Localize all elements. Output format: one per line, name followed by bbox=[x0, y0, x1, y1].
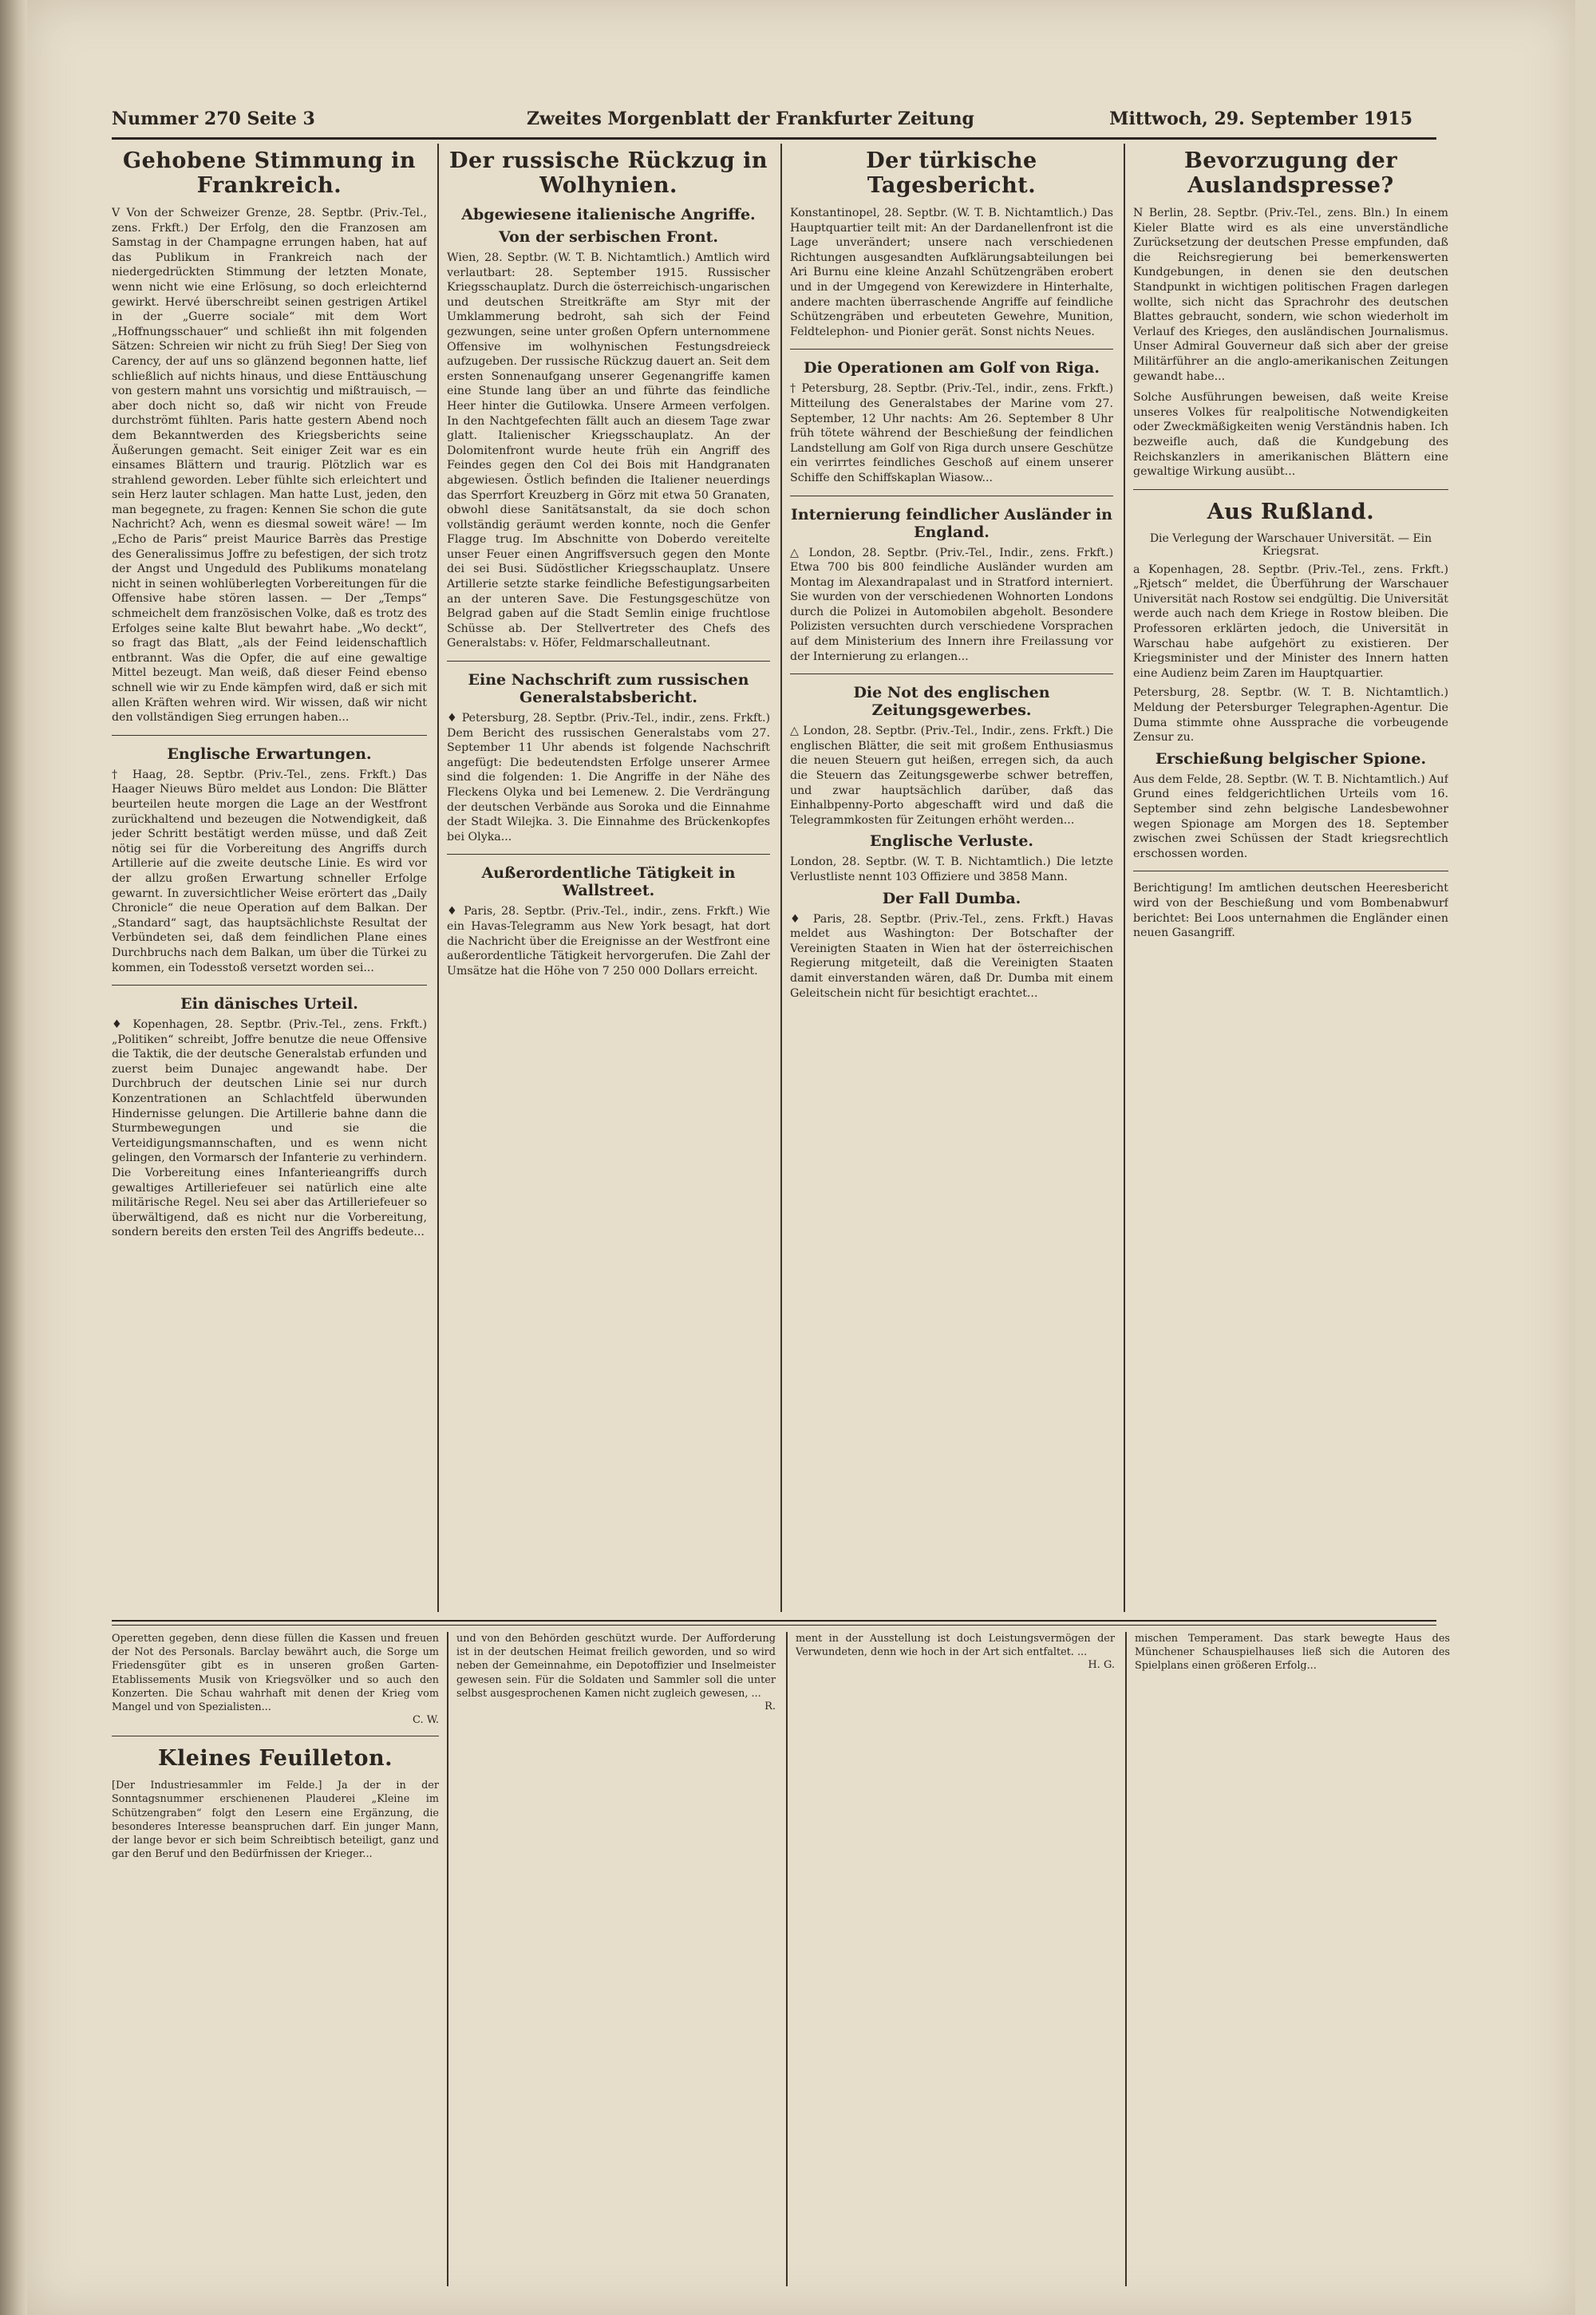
column-rule bbox=[1124, 144, 1125, 1612]
issue-number: Nummer 270 Seite 3 bbox=[112, 109, 315, 129]
column-rule bbox=[447, 1632, 448, 2286]
subhead-serbian: Von der serbischen Front. bbox=[498, 228, 719, 246]
feuilleton-text-4: mischen Temperament. Das stark bewegte Haus des Münchener Schauspielhauses ließ sich die Autoren des Spielplans einen größeren Erfolg... bbox=[1135, 1633, 1450, 1673]
article-danish: ♦ Kopenhagen, 28. Septbr. (Priv.-Tel., zens. Frkft.) „Politiken“ schreibt, Joffre benutze die neue Offensive die Taktik, die der deutsche Generalstab erfunden und zuerst beim Dunajec angewandt habe. Der Durchbruch der deutschen Linie sei nur durch Konzentrationen an Schlachtfeld überwunden Hindernisse gelungen. Die Artillerie bahne dann die Sturmbewegungen und sie die Verteidigungsmannschaften, und es wenn nicht gelingen, den Vormarsch der Infanterie zu verhindern. Die Vorbereitung eines Infanterieangriffs durch gewaltiges Artilleriefeuer sei natürlich eine alte militärische Regel. Neu sei aber das Artilleriefeuer so überwältigend, daß es nicht nur die Vorbereitung, sondern bereits den ersten Teil des Angriffs bedeute... bbox=[112, 1018, 427, 1239]
headline-turkey: Der türkische Tagesbericht. bbox=[866, 148, 1037, 198]
column-rule bbox=[1125, 1632, 1127, 2286]
divider bbox=[1133, 489, 1448, 490]
article-spione: Aus dem Felde, 28. Septbr. (W. T. B. Nichtamtlich.) Auf Grund eines feldgerichtlichen Urteils vom 16. September sind zehn belgische Landesbewohner wegen Spionage am Morgen des 18. September zwischen zwei Schüssen der Stadt kriegsrechtlich erschossen worden. bbox=[1133, 772, 1448, 860]
feuilleton-item-1: [Der Industriesammler im Felde.] Ja der in der Sonntagsnummer erschienenen Plauderei „Kleine im Schützengraben“ folgt den Lesern eine Ergänzung, die besonderes Interesse beanspruchen darf. Ein junger Mann, der lange bevor er sich beim Schreibtisch beteiligt, ganz und gar den Beruf und den Bedürfnissen der Krieger... bbox=[112, 1780, 439, 1861]
headline-dumba: Der Fall Dumba. bbox=[882, 889, 1021, 907]
headline-russia: Der russische Rückzug in Wolhynien. bbox=[449, 148, 768, 198]
headline-wallstreet: Außerordentliche Tätigkeit in Wallstreet. bbox=[481, 864, 736, 900]
headline-english: Englische Erwartungen. bbox=[167, 745, 372, 763]
article-wallstreet: ♦ Paris, 28. Septbr. (Priv.-Tel., indir., zens. Frkft.) Wie ein Havas-Telegramm aus New York besagt, hat dort die Nachricht über die Ereignisse an der Westfront eine außerordentliche Tätigkeit hervorgerufen. Die Zahl der Umsätze hat die Höhe von 7 250 000 Dollars erreicht. bbox=[447, 905, 770, 978]
feuilleton-column-4 bbox=[1135, 1632, 1450, 2286]
issue-date: Mittwoch, 29. September 1915 bbox=[1109, 109, 1412, 129]
article-berichtigung: Berichtigung! Im amtlichen deutschen Heeresbericht wird von der Beschießung und vom Bombenabwurf berichtet: Bei Loos unternahmen die Engländer einen neuen Gasangriff. bbox=[1133, 882, 1448, 940]
article-internment: △ London, 28. Septbr. (Priv.-Tel., Indir., zens. Frkft.) Etwa 700 bis 800 feindliche Ausländer wurden am Montag im Alexandrapalast und in Stratford interniert. Sie wurden von der verschiedenen Wohnorten Londons durch die Polizei in Automobilen abgeholt. Besondere Polizisten versuchten durch verschiedene Vorsprachen auf dem Ministerium des Innern ihre Freilassung vor der Internierung zu erlangen... bbox=[790, 546, 1113, 663]
column-rule bbox=[780, 144, 782, 1612]
signature-cw: C. W. bbox=[413, 1714, 439, 1727]
feuilleton-rule-thin bbox=[112, 1625, 1436, 1626]
headline-press: Die Not des englischen Zeitungsgewerbes. bbox=[853, 684, 1050, 720]
column-1 bbox=[112, 144, 427, 1612]
page-header bbox=[112, 104, 1412, 136]
column-2 bbox=[447, 144, 770, 1612]
column-3 bbox=[790, 144, 1113, 1612]
divider bbox=[112, 985, 427, 986]
feuilleton-column-3 bbox=[796, 1632, 1115, 2286]
headline-danish: Ein dänisches Urteil. bbox=[180, 995, 358, 1013]
column-rule bbox=[437, 144, 439, 1612]
headline-riga: Die Operationen am Golf von Riga. bbox=[804, 359, 1100, 377]
divider bbox=[447, 661, 770, 662]
article-russia: Wien, 28. Septbr. (W. T. B. Nichtamtlich.) Amtlich wird verlautbart: 28. September 1915. Russischer Kriegsschauplatz. Durch die österreichisch-ungarischen und deutschen Streitkräfte am Styr mit der Umklammerung bedroht, sah sich der Feind gezwungen, seine unter großen Opfern unternommene Offensive im wolhynischen Festungsdreieck aufzugeben. Der russische Rückzug dauert an. Seit dem ersten Sonnenaufgang unserer Gegenangriffe kamen eine Stunde lang über an und führte das feindliche Heer hinter die Gutilowka. Unsere Armeen verfolgen. In den Nachtgefechten fällt auch an diesem Tage zwar glatt. Italienischer Kriegsschauplatz. An der Dolomitenfront wurde heute früh ein Angriff des Feindes gegen den Col dei Bois mit Handgranaten abgewiesen. Östlich befinden die Italiener neuerdings das Sperrfort Kreuzberg in Görz mit etwa 50 Granaten, obwohl diese Sanitätsanstalt, da sie doch schon vollständig geräumt werden konnte, noch die Genfer Flagge trug. Im Abschnitte von Doberdo vereitelte unser Feuer einen Angriffsversuch gegen den Monte dei sei Busi. Südöstlicher Kriegsschauplatz. Unsere Artillerie setzte starke feindliche Befestigungsarbeiten an der unteren Save. Die Festungsgeschütze von Belgrad gaben auf die Stadt Semlin einige fruchtlose Schüsse ab. Der Stellvertreter des Chefs des Generalstabs: v. Höfer, Feldmarschalleutnant. bbox=[447, 251, 770, 650]
headline-spione: Erschießung belgischer Spione. bbox=[1155, 749, 1427, 768]
headline-internment: Internierung feindlicher Ausländer in England. bbox=[791, 505, 1112, 541]
divider bbox=[790, 349, 1113, 350]
masthead: Zweites Morgenblatt der Frankfurter Zeitung bbox=[527, 109, 974, 129]
feuilleton-column-2 bbox=[456, 1632, 776, 2286]
article-press: △ London, 28. Septbr. (Priv.-Tel., Indir., zens. Frkft.) Die englischen Blätter, die seit mit großem Enthusiasmus die neuen Steuern gut heißen, erregen sich, da auch die Steuern das Zeitungsgewerbe schwer betreffen, und zwar hauptsächlich darüber, daß das Einhalbpenny-Porto abgeschafft wird und daß die Telegrammkosten für Zeitungen erhöht werden... bbox=[790, 725, 1113, 827]
article-losses: London, 28. Septbr. (W. T. B. Nichtamtlich.) Die letzte Verlustliste nennt 103 Offiziere und 3858 Mann. bbox=[790, 855, 1113, 883]
subhead-italian: Abgewiesene italienische Angriffe. bbox=[461, 206, 756, 223]
headline-feuilleton: Kleines Feuilleton. bbox=[157, 1746, 393, 1772]
signature-r: R. bbox=[764, 1701, 776, 1713]
headline-russland: Aus Rußland. bbox=[1207, 499, 1375, 524]
headline-nachschrift: Eine Nachschrift zum russischen Generalstabsbericht. bbox=[468, 671, 749, 707]
feuilleton-intro: Operetten gegeben, denn diese füllen die Kassen und freuen der Not des Personals. Barclay bewährt auch, die Sorge um Friedensgüter gibt es in unseren großen Garten-Etablissements Musik von Kriegsvölker und so auch den Konzerten. Die Schau wahrhaft mit denen der Krieg vom Mangel und von Spezialisten... bbox=[112, 1633, 439, 1714]
article-france: V Von der Schweizer Grenze, 28. Septbr. (Priv.-Tel., zens. Frkft.) Der Erfolg, den die Franzosen am Samstag in der Champagne errungen haben, hat auf das Publikum in Frankreich nach der niedergedrückten Stimmung der letzten Monate, wenn nicht wie eine Erlösung, so doch erleichternd gewirkt. Hervé überschreibt seinen gestrigen Artikel in der „Guerre sociale“ mit dem Wort „Hoffnungsschauer“ und schließt ihn mit folgenden Sätzen: Schreien wir nicht zu früh Sieg! Der Sieg von Carency, der auf uns so glänzend begonnen hatte, lief schließlich auf nichts hinaus, und diese Enttäuschung von gestern mahnt uns vorsichtig und mißtrauisch, — aber doch nicht so, daß wir nicht von Freude durchströmt fühlten. Paris hatte gestern Abend noch dem Bekanntwerden des Kriegsberichts seine Äußerungen gemacht. Seit einiger Zeit war es ein einsames Blättern und traurig. Plötzlich war es strahlend geworden. Leber fühlte sich erleichtert und sein Herz lauter schlagen. Man hatte Lust, jeden, den man begegnete, zu fragen: Kennen Sie schon die gute Nachricht? Ach, wenn es diesmal soweit wäre! — Im „Echo de Paris“ preist Maurice Barrès das Prestige des Generalissimus Joffre zu befestigen, der sich trotz der Angst und Ungeduld des Publikums monatelang nicht in seinen wohlüberlegten Vorbereitungen für die Offensive habe stören lassen. — Der „Temps“ schmeichelt dem französischen Volke, daß es trotz des Erfolges seine kalte Blut bewahrt habe. „Wo deckt“, so fragt das Blatt, „als der Feind leidenschaftlich entbrannt. Was die Opfer, die auf eine gewaltige Mittel bezeugt. Man weiß, daß dieser Feind ebenso schnell wie wir zu Ende kämpfen wird, daß er sich mit allen Kräften wehren wird. Wir wissen, daß wir nicht den vollständigen Sieg errungen haben... bbox=[112, 207, 427, 725]
feuilleton-text-3: ment in der Ausstellung ist doch Leistungsvermögen der Verwundeten, denn wie hoch in der Art sich entfaltet. ... bbox=[796, 1633, 1115, 1659]
article-english: † Haag, 28. Septbr. (Priv.-Tel., zens. Frkft.) Das Haager Nieuws Büro meldet aus London: Die Blätter beurteilen heute morgen die Lage an der Westfront zurückhaltend und bezeugen die Notwendigkeit, daß jeder Schritt bestätigt werden müsse, und daß Zeit nötig sei für die Vorbereitung des Angriffs durch Artillerie auf die zweite deutsche Linie. Es wird vor der allzu großen Erwartung schneller Erfolge gewarnt. In zuversichtlicher Weise erörtert das „Daily Chronicle“ die neue Operation auf dem Balkan. Der „Standard“ sagt, das hauptsächlichste Resultat der Verbündeten sei, daß dem feindlichen Plane eines Durchbruchs nach dem Balkan, um über die Türkei zu kommen, ein Todesstoß versetzt worden sei... bbox=[112, 768, 427, 974]
article-nachschrift: ♦ Petersburg, 28. Septbr. (Priv.-Tel., indir., zens. Frkft.) Dem Bericht des russischen Generalstabs vom 27. September 11 Uhr abends ist folgende Nachschrift angefügt: Die bedeutendsten Erfolge unserer Armee sind die folgenden: 1. Die Angriffe in der Nähe des Fleckens Olyka und bei Lemenew. 2. Die Verdrängung der deutschen Verbände aus Soroka und die Einnahme der Stadt Wilejka. 3. Die Einnahme des Brückenkopfes bei Olyka... bbox=[447, 712, 770, 843]
subhead-universitaet: Die Verlegung der Warschauer Universität. — Ein Kriegsrat. bbox=[1149, 531, 1432, 558]
feuilleton-column-1 bbox=[112, 1632, 439, 2286]
article-auslandspresse: N Berlin, 28. Septbr. (Priv.-Tel., zens. Bln.) In einem Kieler Blatte wird es als eine unverständliche Zurücksetzung der deutschen Presse empfunden, daß die Reichsregierung bei bemerkenswerten Kundgebungen, in denen sie den deutschen Standpunkt in wichtigen politischen Fragen darlegen wollte, sich nicht das Sprachrohr des deutschen Blattes gebraucht, sondern, wie schon wiederholt im Verlauf des Krieges, den ausländischen Journalismus. Unser Admiral Gouverneur daß sich aber der greise Militärführer an die anglo-amerikanischen Zeitungen gewandt habe... bbox=[1133, 207, 1448, 383]
headline-auslandspresse: Bevorzugung der Auslandspresse? bbox=[1183, 148, 1398, 198]
article-turkey: Konstantinopel, 28. Septbr. (W. T. B. Nichtamtlich.) Das Hauptquartier teilt mit: An der Dardanellenfront ist die Lage unverändert; unsere nach verschiedenen Richtungen ausgesandten Aufklärungsabteilungen bei Ari Burnu eine kleine Anzahl Schützengräben erobert und in der Umgegend von Kerewizdere in Hinterhalte, andere machten überraschende Angriffe auf feindliche Schützengräben und erbeuteten Gewehre, Munition, Feldtelephon- und Pionier gerät. Sonst nichts Neues. bbox=[790, 207, 1113, 338]
article-duma: Petersburg, 28. Septbr. (W. T. B. Nichtamtlich.) Meldung der Petersburger Telegraphen-Agentur. Die Duma stimmte ohne Aussprache die vorbeugende Zensur zu. bbox=[1133, 686, 1448, 745]
signature-hg: H. G. bbox=[1088, 1659, 1115, 1672]
headline-losses: Englische Verluste. bbox=[869, 832, 1034, 851]
divider bbox=[447, 854, 770, 855]
feuilleton-rule bbox=[112, 1620, 1436, 1622]
header-rule bbox=[112, 137, 1436, 140]
feuilleton-text-2: und von den Behörden geschützt wurde. Der Aufforderung ist in der deutschen Heimat freilich geworden, und so wird neben der Gemeinnahme, ein Depotoffizier und Inselmeister gewesen sein. Für die Soldaten und Sammler soll die unter selbst ausgesprochenen Kamen nicht zugleich gewesen, ... bbox=[456, 1633, 776, 1700]
article-auslandspresse-2: Solche Ausführungen beweisen, daß weite Kreise unseres Volkes für realpolitische Notwendigkeiten oder Zweckmäßigkeiten wenig Verständnis haben. Ich bezweifle auch, daß die Kundgebung des Reichskanzlers in amerikanischen Blättern eine gewaltige Wirkung ausübt... bbox=[1133, 391, 1448, 479]
column-rule bbox=[786, 1632, 788, 2286]
article-riga: † Petersburg, 28. Septbr. (Priv.-Tel., indir., zens. Frkft.) Mitteilung des Generalstabes der Marine vom 27. September, 12 Uhr nachts: Am 26. September 8 Uhr früh tötete während der Beschießung der feindlichen Landstellung am Golf von Riga durch unsere Geschütze ein verirrtes feindliches Geschoß auf einem unserer Schiffe den Schiffskaplan Wiasow... bbox=[790, 382, 1113, 484]
headline-france: Gehobene Stimmung in Frankreich. bbox=[123, 148, 416, 198]
divider bbox=[112, 735, 427, 736]
article-dumba: ♦ Paris, 28. Septbr. (Priv.-Tel., zens. Frkft.) Havas meldet aus Washington: Der Botschafter der Vereinigten Staaten in Wien hat der österreichischen Regierung mitgeteilt, daß die Vereinigten Staaten damit einverstanden wären, daß Dr. Dumba mit einem Geleitschein nicht für besichtigt erachtet... bbox=[790, 912, 1113, 1000]
article-russland: a Kopenhagen, 28. Septbr. (Priv.-Tel., zens. Frkft.) „Rjetsch“ meldet, die Überführung der Warschauer Universität nach Rostow sei endgültig. Die Universität werde auch nach dem Kriege in Rostow bleiben. Die Professoren erklärten jedoch, die Universität in Warschau habe aufgehört zu existieren. Der Kriegsminister und der Minister des Innern hatten eine Audienz beim Zaren im Hauptquartier. bbox=[1133, 563, 1448, 680]
column-4 bbox=[1133, 144, 1448, 1612]
